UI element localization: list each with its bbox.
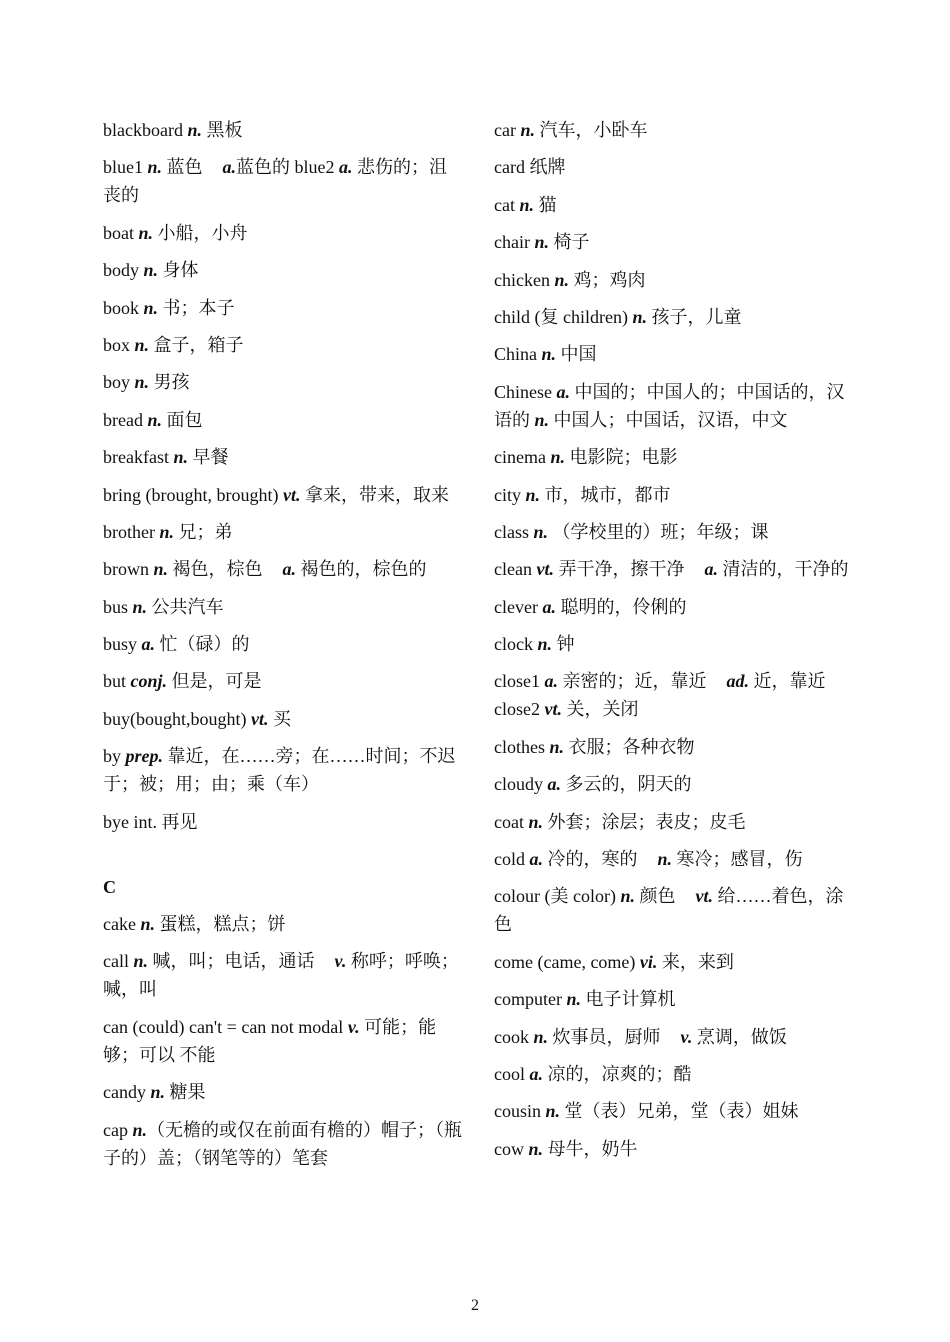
entry-text: busy xyxy=(103,634,142,655)
vocab-entry xyxy=(494,191,854,219)
part-of-speech: n. xyxy=(147,409,162,430)
part-of-speech: n. xyxy=(566,989,581,1010)
entry-list-b xyxy=(103,116,463,836)
entry-text: 钟 xyxy=(552,634,575,655)
part-of-speech: a. xyxy=(141,634,156,655)
part-of-speech: n. xyxy=(620,886,635,907)
part-of-speech: a. xyxy=(556,381,570,402)
vocab-entry xyxy=(103,1013,463,1069)
entry-text: 中国的；中国人的；中国话的，汉语的 xyxy=(494,381,845,430)
part-of-speech: a. xyxy=(704,559,718,580)
entry-text: 喊，叫；电话，通话 xyxy=(148,951,315,972)
entry-text: 近，靠近 close2 xyxy=(494,671,826,720)
part-of-speech: vt. xyxy=(282,484,301,505)
entry-text: card 纸牌 xyxy=(494,157,566,178)
entry-text: box xyxy=(103,334,135,355)
entry-text: chair xyxy=(494,232,535,253)
entry-text: boat xyxy=(103,222,139,243)
part-of-speech: v. xyxy=(334,951,347,972)
vocab-entry xyxy=(494,1097,854,1125)
entry-text: can (could) can't = can not modal xyxy=(103,1016,348,1037)
entry-text: boy xyxy=(103,372,135,393)
part-of-speech: v. xyxy=(347,1016,360,1037)
vocab-entry xyxy=(103,667,463,695)
entry-text: chicken xyxy=(494,269,555,290)
entry-text: 烹调，做饭 xyxy=(692,1026,787,1047)
entry-text: China xyxy=(494,344,542,365)
entry-text: city xyxy=(494,484,526,505)
vocab-entry xyxy=(494,555,854,583)
part-of-speech: v. xyxy=(680,1026,693,1047)
part-of-speech: n. xyxy=(140,914,155,935)
part-of-speech: a. xyxy=(282,559,297,580)
entry-text: brother xyxy=(103,521,160,542)
entry-text: car xyxy=(494,120,521,140)
entry-text: by xyxy=(103,746,126,767)
part-of-speech: vt. xyxy=(536,559,554,580)
entry-text: 弄干净，擦干净 xyxy=(553,559,685,580)
entry-text: 寒冷；感冒，伤 xyxy=(672,849,803,870)
entry-text: 褐色的，棕色的 xyxy=(296,559,427,580)
entry-text: 黑板 xyxy=(201,120,243,140)
part-of-speech: prep. xyxy=(125,746,163,767)
entry-text: 椅子 xyxy=(549,232,590,253)
vocab-entry xyxy=(103,742,463,798)
entry-list-c xyxy=(103,910,463,1172)
vocab-entry xyxy=(103,331,463,359)
part-of-speech: n. xyxy=(632,306,647,327)
entry-text: 中国人；中国话，汉语，中文 xyxy=(549,409,788,430)
entry-text: blue1 xyxy=(103,157,148,178)
part-of-speech: a. xyxy=(529,1063,543,1084)
entry-text: 买 xyxy=(268,708,291,729)
part-of-speech: n. xyxy=(134,334,150,355)
vocab-entry xyxy=(494,845,854,873)
vocab-entry xyxy=(103,443,463,471)
entry-text: （无檐的或仅在前面有檐的）帽子；（瓶子的）盖；（钢笔等的）笔套 xyxy=(103,1119,462,1168)
vocab-entry xyxy=(494,770,854,798)
entry-text: 褐色，棕色 xyxy=(168,559,263,580)
entry-text: （学校里的）班；年级；课 xyxy=(548,521,769,542)
vocab-entry xyxy=(494,948,854,976)
entry-text: 鸡；鸡肉 xyxy=(568,269,646,290)
entry-text: 外套；涂层；表皮；皮毛 xyxy=(543,811,746,832)
entry-text: 猫 xyxy=(534,194,557,215)
entry-text: book xyxy=(103,297,144,318)
vocab-entry xyxy=(494,593,854,621)
entry-text: 忙（碌）的 xyxy=(155,634,250,655)
entry-text: 可能；能够；可以 不能 xyxy=(103,1016,437,1065)
part-of-speech: a. xyxy=(542,596,556,617)
entry-text: 关，关闭 xyxy=(561,699,639,720)
entry-text: cinema xyxy=(494,447,551,468)
part-of-speech: a. xyxy=(222,157,237,178)
entry-text: 靠近，在……旁；在……时间；不迟于；被；用；由；乘（车） xyxy=(103,746,456,795)
page-number: 2 xyxy=(471,1297,479,1314)
entry-text: come (came, come) xyxy=(494,951,640,972)
vocab-entry xyxy=(494,985,854,1013)
part-of-speech: n. xyxy=(541,344,557,365)
entry-text: 汽车，小卧车 xyxy=(535,120,648,140)
vocab-entry xyxy=(103,808,463,836)
part-of-speech: n. xyxy=(528,1138,544,1159)
part-of-speech: n. xyxy=(143,297,159,318)
entry-text: bye int. 再见 xyxy=(103,811,198,832)
entry-text: clock xyxy=(494,634,538,655)
entry-text: 衣服；各种衣物 xyxy=(564,736,695,757)
entry-text: cow xyxy=(494,1138,529,1159)
vocab-entry xyxy=(494,340,854,368)
part-of-speech: n. xyxy=(533,521,549,542)
section-heading: C xyxy=(103,876,116,897)
vocab-entry xyxy=(494,481,854,509)
entry-text: 来，来到 xyxy=(657,951,734,972)
entry-text: 炊事员，厨师 xyxy=(548,1026,661,1047)
entry-text: 蓝色的 blue2 xyxy=(236,157,340,178)
part-of-speech: n. xyxy=(153,559,169,580)
entry-text: cloudy xyxy=(494,774,548,795)
part-of-speech: n. xyxy=(533,1026,549,1047)
entry-text: 孩子，儿童 xyxy=(646,306,742,327)
right-column xyxy=(494,116,854,1172)
part-of-speech: ad. xyxy=(726,671,749,692)
vocab-entry xyxy=(494,1135,854,1163)
entry-text: 电子计算机 xyxy=(581,989,676,1010)
part-of-speech: n. xyxy=(147,157,163,178)
part-of-speech: n. xyxy=(133,951,148,972)
part-of-speech: n. xyxy=(549,736,565,757)
vocab-entry xyxy=(103,593,463,621)
entry-text: breakfast xyxy=(103,447,174,468)
part-of-speech: n. xyxy=(138,222,154,243)
vocab-entry xyxy=(494,116,854,144)
entry-text: 亲密的；近，靠近 xyxy=(557,671,707,692)
part-of-speech: vi. xyxy=(639,951,658,972)
left-column xyxy=(103,116,463,1181)
part-of-speech: a. xyxy=(529,849,543,870)
vocab-entry xyxy=(103,256,463,284)
part-of-speech: n. xyxy=(132,1119,147,1140)
vocab-entry xyxy=(103,1078,463,1106)
entry-text: body xyxy=(103,260,144,281)
entry-text: 早餐 xyxy=(187,447,229,468)
entry-text: 但是，可是 xyxy=(167,671,262,692)
entry-text: 糖果 xyxy=(165,1082,206,1103)
part-of-speech: n. xyxy=(143,260,159,281)
entry-text: bus xyxy=(103,596,133,617)
entry-text: colour (美 color) xyxy=(494,886,621,907)
part-of-speech: n. xyxy=(132,596,148,617)
vocab-entry xyxy=(103,555,463,583)
part-of-speech: n. xyxy=(187,120,202,140)
entry-text: computer xyxy=(494,989,567,1010)
entry-text: 拿来，带来，取来 xyxy=(300,484,449,505)
vocab-entry xyxy=(103,947,463,1003)
entry-text: close1 xyxy=(494,671,545,692)
vocab-entry xyxy=(494,443,854,471)
part-of-speech: n. xyxy=(134,372,150,393)
entry-text: 小船，小舟 xyxy=(153,222,248,243)
vocab-entry xyxy=(103,116,463,144)
entry-text: cold xyxy=(494,849,530,870)
entry-text: cat xyxy=(494,194,520,215)
entry-text: 蓝色 xyxy=(162,157,203,178)
vocab-entry xyxy=(103,219,463,247)
part-of-speech: a. xyxy=(339,157,353,178)
entry-text: cousin xyxy=(494,1101,546,1122)
part-of-speech: n. xyxy=(537,634,552,655)
entry-text: cake xyxy=(103,914,141,935)
entry-text: 堂（表）兄弟，堂（表）姐妹 xyxy=(560,1101,799,1122)
vocab-entry xyxy=(494,303,854,331)
entry-text: cool xyxy=(494,1063,530,1084)
entry-text: 称呼；呼唤；喊，叫 xyxy=(103,951,459,1000)
vocab-entry xyxy=(494,808,854,836)
vocab-entry xyxy=(103,910,463,938)
entry-text: 颜色 xyxy=(634,886,676,907)
part-of-speech: n. xyxy=(545,1101,561,1122)
entry-text: 身体 xyxy=(158,260,199,281)
vocab-entry xyxy=(494,733,854,761)
vocab-entry xyxy=(494,1060,854,1088)
entry-text: cook xyxy=(494,1026,534,1047)
entry-text: 聪明的，伶俐的 xyxy=(555,596,687,617)
entry-text: coat xyxy=(494,811,529,832)
entry-text: 冷的，寒的 xyxy=(543,849,638,870)
part-of-speech: n. xyxy=(528,811,543,832)
vocab-entry xyxy=(103,481,463,509)
part-of-speech: conj. xyxy=(130,671,168,692)
part-of-speech: vt. xyxy=(251,708,269,729)
part-of-speech: n. xyxy=(520,120,535,140)
vocab-entry xyxy=(103,630,463,658)
entry-text: 兄；弟 xyxy=(174,521,233,542)
part-of-speech: n. xyxy=(173,447,188,468)
entry-text: clean xyxy=(494,559,537,580)
part-of-speech: n. xyxy=(657,849,673,870)
vocab-entry xyxy=(494,378,854,434)
entry-text: 男孩 xyxy=(149,372,190,393)
entry-text: clever xyxy=(494,596,543,617)
vocab-entry xyxy=(494,667,854,723)
part-of-speech: n. xyxy=(534,232,549,253)
entry-text: 公共汽车 xyxy=(147,596,224,617)
vocab-entry xyxy=(103,1116,463,1172)
entry-text: call xyxy=(103,951,134,972)
part-of-speech: n. xyxy=(150,1082,165,1103)
entry-text: bring (brought, brought) xyxy=(103,484,283,505)
part-of-speech: a. xyxy=(544,671,558,692)
part-of-speech: vt. xyxy=(544,699,562,720)
entry-text: Chinese xyxy=(494,381,557,402)
entry-text: brown xyxy=(103,559,154,580)
entry-text: cap xyxy=(103,1119,133,1140)
entry-text: 多云的，阴天的 xyxy=(561,774,692,795)
part-of-speech: n. xyxy=(159,521,174,542)
entry-text: class xyxy=(494,521,534,542)
entry-text: 面包 xyxy=(162,409,203,430)
vocab-entry xyxy=(103,294,463,322)
entry-text: but xyxy=(103,671,131,692)
entry-text: 电影院；电影 xyxy=(565,447,678,468)
vocab-entry xyxy=(103,153,463,209)
entry-text: 中国 xyxy=(556,344,597,365)
part-of-speech: n. xyxy=(534,409,550,430)
entry-text: 给……着色，涂色 xyxy=(494,886,844,935)
entry-text: buy(bought,bought) xyxy=(103,708,251,729)
entry-text: clothes xyxy=(494,736,550,757)
entry-text: 母牛，奶牛 xyxy=(543,1138,638,1159)
entry-list-c-continued xyxy=(494,116,854,1163)
entry-text: 盒子，箱子 xyxy=(149,334,244,355)
vocab-entry xyxy=(103,368,463,396)
entry-text: candy xyxy=(103,1082,151,1103)
vocab-entry xyxy=(494,882,854,938)
part-of-speech: vt. xyxy=(695,886,713,907)
part-of-speech: n. xyxy=(550,447,565,468)
entry-text: 凉的，凉爽的；酷 xyxy=(543,1063,692,1084)
part-of-speech: n. xyxy=(519,194,534,215)
vocab-entry xyxy=(103,518,463,546)
vocab-entry xyxy=(494,1023,854,1051)
entry-text: blackboard xyxy=(103,120,188,140)
entry-text: child (复 children) xyxy=(494,306,633,327)
entry-text: 书；本子 xyxy=(158,297,235,318)
entry-text: bread xyxy=(103,409,148,430)
vocab-entry xyxy=(494,518,854,546)
part-of-speech: a. xyxy=(547,774,561,795)
entry-text: 蛋糕，糕点；饼 xyxy=(154,914,286,935)
vocab-entry xyxy=(494,153,854,181)
vocab-entry xyxy=(103,406,463,434)
entry-text: 清洁的，干净的 xyxy=(717,559,849,580)
vocab-entry xyxy=(103,705,463,733)
entry-text: 悲伤的；沮丧的 xyxy=(103,157,448,206)
vocab-entry xyxy=(494,228,854,256)
vocab-entry xyxy=(494,630,854,658)
entry-text: 市，城市，都市 xyxy=(540,484,671,505)
part-of-speech: n. xyxy=(525,484,541,505)
part-of-speech: n. xyxy=(554,269,569,290)
vocab-entry xyxy=(494,266,854,294)
